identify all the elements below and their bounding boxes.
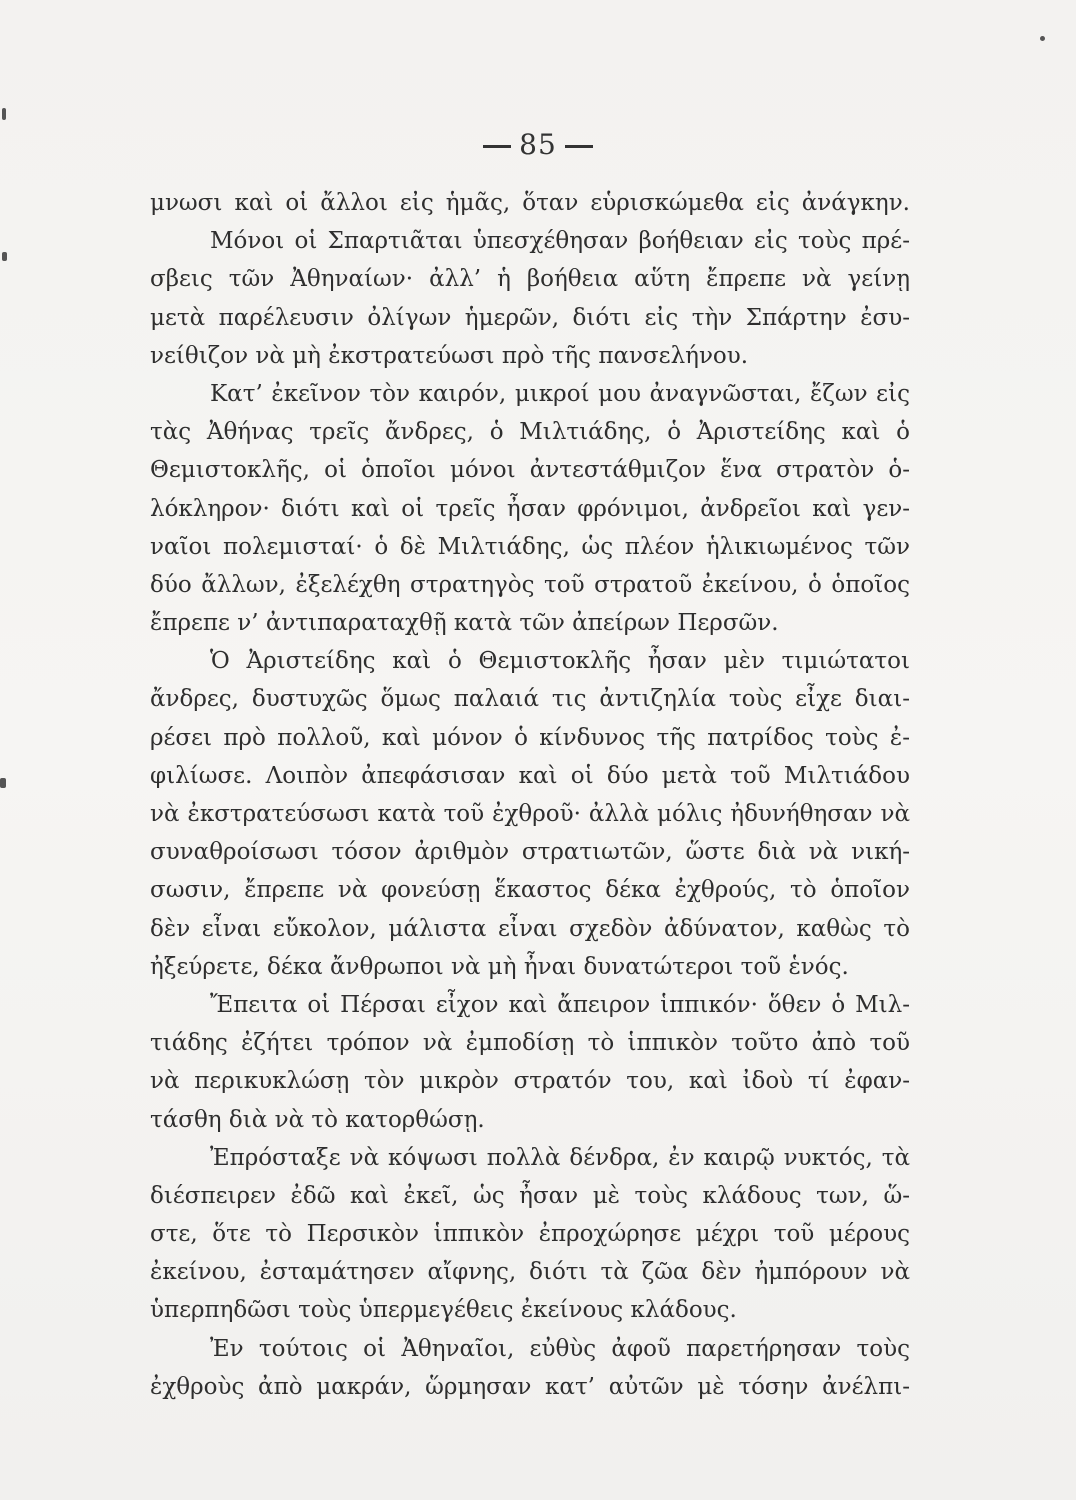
text-line: λόκληρον· διότι καὶ οἱ τρεῖς ἦσαν φρόνιμοι, ἀνδρεῖοι καὶ γεν- bbox=[150, 495, 910, 522]
body-text bbox=[150, 184, 910, 1406]
text-line: Ὁ Ἀριστείδης καὶ ὁ Θεμιστοκλῆς ἦσαν μὲν τιμιώτατοι bbox=[210, 648, 910, 675]
text-line: ἠξεύρετε, δέκα ἄνθρωποι νὰ μὴ ἦναι δυνατώτεροι τοῦ ἑνός. bbox=[150, 953, 849, 980]
text-line: ἔπρεπε ν’ ἀντιπαραταχθῇ κατὰ τῶν ἀπείρων Περσῶν. bbox=[150, 610, 779, 637]
text-line: δύο ἄλλων, ἐξελέχθη στρατηγὸς τοῦ στρατοῦ ἐκείνου, ὁ ὁποῖος bbox=[150, 571, 910, 598]
text-line: νὰ ἐκστρατεύσωσι κατὰ τοῦ ἐχθροῦ· ἀλλὰ μόλις ἠδυνήθησαν νὰ bbox=[150, 801, 910, 827]
text-line: νείθιζον νὰ μὴ ἐκστρατεύωσι πρὸ τῆς πανσελήνου. bbox=[150, 342, 749, 369]
text-line: τὰς Ἀθήνας τρεῖς ἄνδρες, ὁ Μιλτιάδης, ὁ Ἀριστείδης καὶ ὁ bbox=[150, 419, 910, 446]
margin-speck bbox=[0, 778, 6, 788]
text-line: τάσθη διὰ νὰ τὸ κατορθώσῃ. bbox=[150, 1106, 485, 1133]
header-dash-left bbox=[483, 145, 511, 148]
text-line: σωσιν, ἔπρεπε νὰ φονεύσῃ ἕκαστος δέκα ἐχθρούς, τὸ ὁποῖον bbox=[150, 877, 910, 904]
margin-speck bbox=[2, 252, 7, 261]
text-line: Κατ’ ἐκεῖνον τὸν καιρόν, μικροί μου ἀναγνῶσται, ἔζων εἰς bbox=[210, 380, 910, 407]
margin-speck bbox=[1040, 36, 1045, 41]
text-line: συναθροίσωσι τόσον ἀριθμὸν στρατιωτῶν, ὥστε διὰ νὰ νική- bbox=[150, 839, 910, 866]
text-line: ἐχθροὺς ἀπὸ μακράν, ὥρμησαν κατ’ αὐτῶν μὲ τόσην ἀνέλπι- bbox=[150, 1373, 910, 1400]
text-line: Ἐπρόσταξε νὰ κόψωσι πολλὰ δένδρα, ἐν καιρῷ νυκτός, τὰ bbox=[210, 1144, 910, 1171]
text-line: Ἔπειτα οἱ Πέρσαι εἶχον καὶ ἄπειρον ἱππικόν· ὅθεν ὁ Μιλ- bbox=[210, 991, 910, 1018]
text-line: Ἐν τούτοις οἱ Ἀθηναῖοι, εὐθὺς ἀφοῦ παρετήρησαν τοὺς bbox=[210, 1335, 910, 1362]
text-line: δὲν εἶναι εὔκολον, μάλιστα εἶναι σχεδὸν ἀδύνατον, καθὼς τὸ bbox=[150, 915, 910, 942]
text-line: διέσπειρεν ἐδῶ καὶ ἐκεῖ, ὡς ἦσαν μὲ τοὺς κλάδους των, ὥ- bbox=[150, 1182, 910, 1209]
text-line: φιλίωσε. Λοιπὸν ἀπεφάσισαν καὶ οἱ δύο μετὰ τοῦ Μιλτιάδου bbox=[150, 762, 910, 789]
text-line: νὰ περικυκλώσῃ τὸν μικρὸν στρατόν του, καὶ ἰδοὺ τί ἐφαν- bbox=[150, 1068, 910, 1095]
text-line: στε, ὅτε τὸ Περσικὸν ἱππικὸν ἐπροχώρησε μέχρι τοῦ μέρους bbox=[150, 1221, 910, 1248]
text-line: μνωσι καὶ οἱ ἄλλοι εἰς ἡμᾶς, ὅταν εὑρισκώμεθα εἰς ἀνάγκην. bbox=[150, 190, 910, 216]
text-line: τιάδης ἐζήτει τρόπον νὰ ἐμποδίσῃ τὸ ἱππικὸν τοῦτο ἀπὸ τοῦ bbox=[150, 1030, 910, 1057]
text-line: ρέσει πρὸ πολλοῦ, καὶ μόνον ὁ κίνδυνος τῆς πατρίδος τοὺς ἐ- bbox=[150, 724, 910, 751]
header-dash-right bbox=[565, 145, 593, 148]
page-number-header bbox=[0, 128, 1076, 161]
text-line: ἐκείνου, ἐσταμάτησεν αἴφνης, διότι τὰ ζῶα δὲν ἠμπόρουν νὰ bbox=[150, 1259, 910, 1286]
text-line: ὑπερπηδῶσι τοὺς ὑπερμεγέθεις ἐκείνους κλάδους. bbox=[150, 1297, 737, 1324]
text-line: ἄνδρες, δυστυχῶς ὅμως παλαιά τις ἀντιζηλία τοὺς εἶχε διαι- bbox=[150, 686, 910, 713]
text-line: μετὰ παρέλευσιν ὀλίγων ἡμερῶν, διότι εἰς τὴν Σπάρτην ἐσυ- bbox=[150, 304, 910, 331]
text-line: ναῖοι πολεμισταί· ὁ δὲ Μιλτιάδης, ὡς πλέον ἡλικιωμένος τῶν bbox=[150, 533, 910, 560]
margin-speck bbox=[2, 108, 6, 120]
text-line: Θεμιστοκλῆς, οἱ ὁποῖοι μόνοι ἀντεστάθμιζον ἕνα στρατὸν ὁ- bbox=[150, 457, 910, 484]
text-line: Μόνοι οἱ Σπαρτιᾶται ὑπεσχέθησαν βοήθειαν εἰς τοὺς πρέ- bbox=[210, 228, 910, 255]
text-line: σβεις τῶν Ἀθηναίων· ἀλλ’ ἡ βοήθεια αὕτη ἔπρεπε νὰ γείνῃ bbox=[150, 266, 910, 293]
page-number: 85 bbox=[519, 128, 557, 161]
